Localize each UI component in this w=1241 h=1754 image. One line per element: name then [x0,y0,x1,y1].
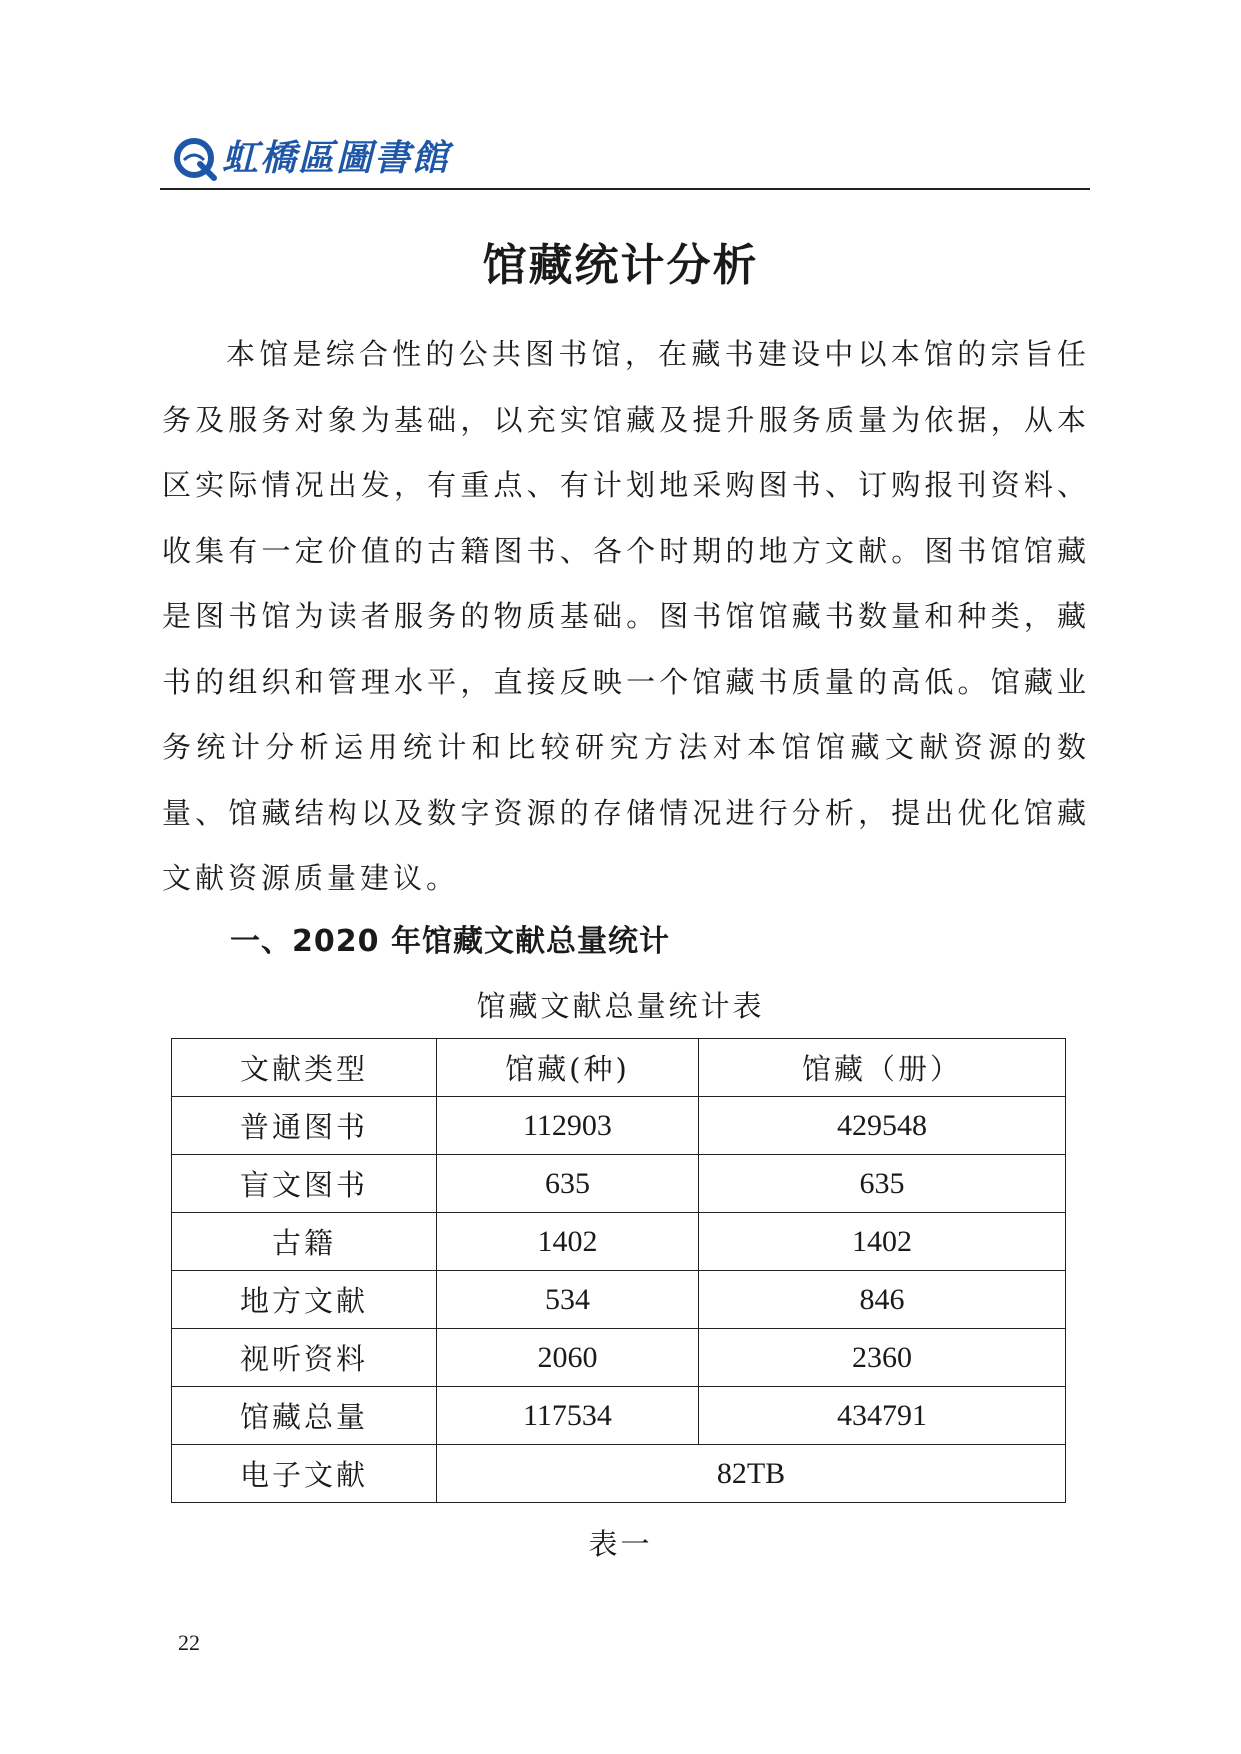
library-logo-icon [170,134,218,182]
cell-type: 古籍 [172,1213,437,1271]
cell-kinds: 117534 [437,1387,699,1445]
page-number: 22 [178,1630,200,1655]
cell-type: 电子文献 [172,1445,437,1503]
table-header-row [172,1039,1066,1097]
header-divider [160,188,1090,190]
table-label: 表一 [588,1527,653,1561]
intro-paragraph: 本馆是综合性的公共图书馆，在藏书建设中以本馆的宗旨任务及服务对象为基础，以充实馆藏及提升服务质量为依据，从本区实际情况出发，有重点、有计划地采购图书、订购报刊资料、收集有一定价值的古籍图书、各个时期的地方文献。图书馆馆藏是图书馆为读者服务的物质基础。图书馆馆藏书数量和种类，藏书的组织和管理水平，直接反映一个馆藏书质量的高低。馆藏业务统计分析运用统计和比较研究方法对本馆馆藏文献资源的数量、馆藏结构以及数字资源的存储情况进行分析，提出优化馆藏文献资源质量建议。 [162,337,1090,895]
cell-volumes: 635 [699,1155,1066,1213]
table-row [172,1329,1066,1387]
table-row [172,1271,1066,1329]
header-cell-kinds: 馆藏(种) [437,1039,699,1097]
collection-stats-table [171,1038,1066,1503]
cell-kinds: 635 [437,1155,699,1213]
library-logo-text: 虹橋區圖書館 [222,137,451,179]
table-caption: 馆藏文献总量统计表 [476,989,765,1023]
cell-type: 普通图书 [172,1097,437,1155]
table-row-digital [172,1445,1066,1503]
section-heading: 一、2020 年馆藏文献总量统计 [230,924,670,959]
cell-type: 盲文图书 [172,1155,437,1213]
header-cell-volumes: 馆藏（册） [699,1039,1066,1097]
cell-kinds: 1402 [437,1213,699,1271]
table-row [172,1213,1066,1271]
header-cell-type: 文献类型 [172,1039,437,1097]
page-header [160,128,1090,188]
page-title: 馆藏统计分析 [482,240,759,291]
cell-volumes: 429548 [699,1097,1066,1155]
cell-type: 地方文献 [172,1271,437,1329]
cell-volumes: 846 [699,1271,1066,1329]
table-row [172,1097,1066,1155]
cell-type: 馆藏总量 [172,1387,437,1445]
cell-volumes: 1402 [699,1213,1066,1271]
cell-kinds: 2060 [437,1329,699,1387]
cell-kinds: 534 [437,1271,699,1329]
table-row [172,1387,1066,1445]
table-row [172,1155,1066,1213]
cell-type: 视听资料 [172,1329,437,1387]
cell-volumes: 2360 [699,1329,1066,1387]
cell-kinds: 112903 [437,1097,699,1155]
cell-digital-size: 82TB [437,1445,1066,1503]
cell-volumes: 434791 [699,1387,1066,1445]
